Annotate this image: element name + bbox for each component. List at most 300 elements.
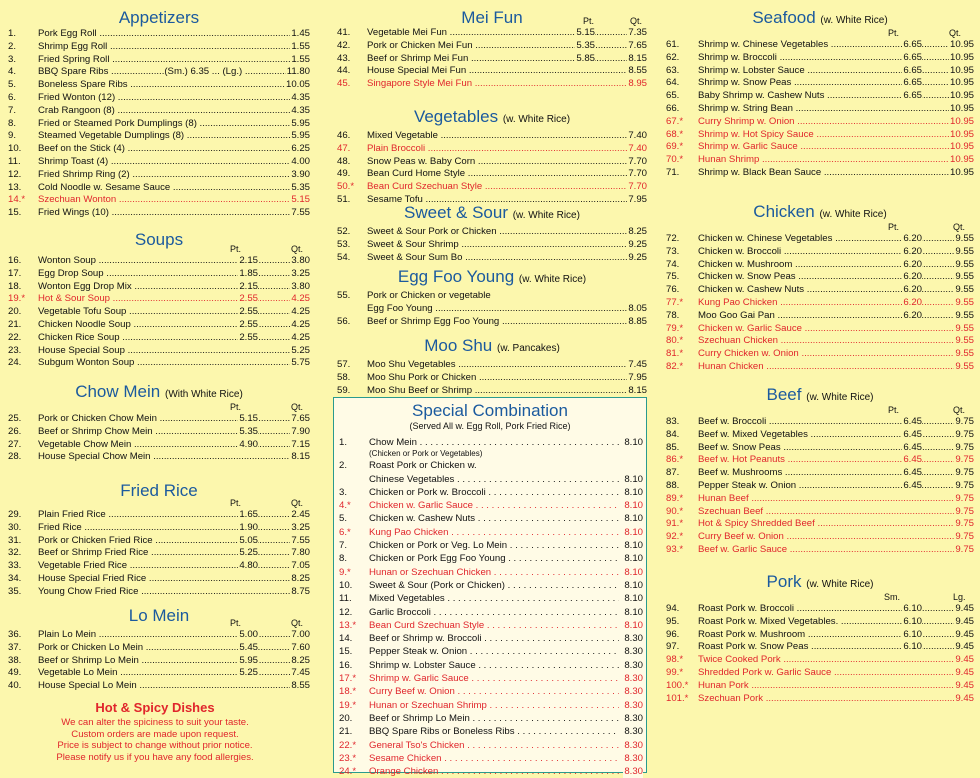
- item-name: Shrimp w. Black Bean Sauce .....: [698, 167, 972, 180]
- item-price: 7.70: [628, 181, 647, 193]
- item-price-large: 9.55: [955, 309, 974, 321]
- menu-item: [8, 586, 310, 599]
- item-number: 8.: [339, 553, 348, 565]
- item-number: 19.*: [339, 699, 357, 711]
- item-name: Shrimp w. Garlic Sauce .....: [698, 141, 972, 154]
- combo-item: [334, 739, 646, 752]
- item-number: 12.: [339, 606, 353, 618]
- item-name: Roast Pork w. Mixed Vegetables. .....: [698, 616, 972, 629]
- item-price-small: 6.45: [903, 467, 922, 479]
- menu-item: [8, 655, 310, 668]
- item-number: 42.: [337, 39, 351, 51]
- pt-label: Pt.: [888, 28, 900, 38]
- qt-label: Qt.: [630, 16, 643, 26]
- menu-item: [666, 641, 974, 654]
- item-name: Beef or Shrimp Chow Mein .....: [38, 426, 308, 439]
- item-number: 91.*: [666, 518, 684, 530]
- menu-item: [666, 429, 974, 442]
- item-number: 25.: [8, 413, 22, 424]
- item-price: 5.95: [291, 117, 310, 129]
- combo-item: [334, 473, 646, 486]
- item-number: 83.: [666, 416, 680, 427]
- egg-foo-young-section: [337, 267, 647, 328]
- item-price-small: 2.15: [239, 255, 258, 266]
- item-price-small: 6.45: [903, 479, 922, 491]
- item-price-large: 8.75: [291, 585, 310, 597]
- item-number: 92.*: [666, 531, 684, 543]
- item-price-small: 6.45: [903, 441, 922, 453]
- menu-item: [8, 54, 310, 67]
- item-name: Vegetable Lo Mein .....: [38, 667, 308, 680]
- item-price-large: 9.75: [955, 518, 974, 530]
- item-price: 4.35: [291, 91, 310, 103]
- item-name: Bean Curd Szechuan Style . . .: [369, 619, 619, 632]
- menu-item: [8, 281, 310, 294]
- menu-item: [8, 439, 310, 452]
- item-name: Chicken w. Chinese Vegetables .....: [698, 233, 972, 246]
- item-name: Pork or Chicken Lo Mein .....: [38, 642, 308, 655]
- menu-item: [8, 66, 310, 79]
- menu-item: [8, 182, 310, 195]
- item-price-large: 3.80: [291, 255, 310, 266]
- item-price: 8.10: [624, 526, 643, 538]
- item-name: Sesame Chicken . . .: [369, 752, 619, 765]
- item-number: 44.: [337, 65, 351, 77]
- menu-item: [666, 335, 974, 348]
- item-name: Subgum Wonton Soup .....: [38, 357, 308, 370]
- item-name: Snow Peas w. Baby Corn .....: [367, 156, 645, 169]
- item-number: 79.*: [666, 322, 684, 334]
- item-name: Roast Pork w. Snow Peas .....: [698, 641, 972, 654]
- item-number: 18.: [8, 280, 22, 292]
- menu-item: [666, 103, 974, 116]
- item-number: 98.*: [666, 654, 684, 666]
- item-price-small: 4.90: [239, 438, 258, 450]
- menu-item: [8, 92, 310, 105]
- item-price-small: 1.65: [239, 509, 258, 520]
- item-price-large: 8.55: [628, 65, 647, 77]
- item-name: Bean Curd Szechuan Style .....: [367, 181, 645, 194]
- qt-label: Qt.: [949, 28, 962, 38]
- combo-item: [334, 512, 646, 525]
- item-name: Hunan Chicken .....: [698, 361, 972, 374]
- menu-item: [337, 239, 647, 252]
- item-number: 8.: [8, 117, 17, 129]
- item-name: Moo Shu Pork or Chicken .....: [367, 372, 645, 385]
- combo-item: [334, 579, 646, 592]
- qt-label: Qt.: [291, 618, 304, 628]
- item-name: Fried or Steamed Pork Dumplings (8) .....: [38, 118, 308, 131]
- item-price-large: 4.25: [291, 331, 310, 343]
- item-name: Shrimp w. Snow Peas .....: [698, 77, 972, 90]
- item-name: Chicken w. Snow Peas .....: [698, 271, 972, 284]
- item-number: 24.: [8, 357, 22, 369]
- menu-item: [8, 194, 310, 207]
- item-name: Chicken or Pork Egg Foo Young . . .: [369, 552, 619, 565]
- section-title: Mei Fun: [461, 8, 523, 27]
- item-name: Shrimp w. Hot Spicy Sauce .....: [698, 129, 972, 142]
- item-price: 11.80: [286, 66, 310, 78]
- price-header: [8, 402, 310, 413]
- item-name: Shrimp w. Broccoli .....: [698, 52, 972, 65]
- item-number: 29.: [8, 509, 22, 520]
- item-price-small: 6.65: [903, 39, 922, 50]
- item-name: Beef w. Mixed Vegetables .....: [698, 429, 972, 442]
- item-price: 8.10: [624, 553, 643, 565]
- item-number: 15.: [339, 646, 353, 658]
- item-price: 8.10: [624, 473, 643, 485]
- price-header: [8, 244, 310, 255]
- menu-item: [337, 226, 647, 239]
- menu-item: [337, 168, 647, 181]
- item-number: 66.: [666, 102, 680, 114]
- item-number: 15.: [8, 207, 22, 219]
- item-price-small: 6.20: [903, 233, 922, 244]
- menu-item: [337, 78, 647, 91]
- qt-label: Qt.: [291, 498, 304, 508]
- item-number: 86.*: [666, 454, 684, 466]
- menu-item: [8, 306, 310, 319]
- item-name: Sweet & Sour Shrimp .....: [367, 239, 645, 252]
- item-number: 100.*: [666, 679, 689, 691]
- combo-item: [334, 619, 646, 632]
- sweet-sour-section: [337, 203, 647, 264]
- item-price-small: 6.20: [903, 258, 922, 270]
- item-name: Orange Chicken . . .: [369, 765, 619, 778]
- item-number: 47.: [337, 142, 351, 154]
- item-number: 1.: [339, 437, 348, 448]
- price-header: [337, 16, 647, 27]
- item-number: 95.: [666, 615, 680, 627]
- combo-item: [334, 486, 646, 499]
- menu-item: [666, 544, 974, 557]
- item-name: Chicken w. Broccoli .....: [698, 246, 972, 259]
- item-price: 10.05: [285, 79, 310, 91]
- item-price-large: 10.95: [949, 77, 974, 89]
- item-price-large: 9.75: [955, 428, 974, 440]
- menu-item: [666, 416, 974, 429]
- item-name: Beef or Shrimp Lo Mein .....: [38, 655, 308, 668]
- item-name: Sweet & Sour Pork or Chicken .....: [367, 226, 645, 239]
- item-price-small: 6.20: [903, 284, 922, 296]
- item-name: Hot & Spicy Shredded Beef .....: [698, 518, 972, 531]
- item-price: 8.10: [624, 606, 643, 618]
- item-name: Curry Beef w. Onion .....: [698, 531, 972, 544]
- menu-item: [337, 53, 647, 66]
- fried-rice-section: [8, 481, 310, 599]
- item-name: Pork or Chicken Fried Rice .....: [38, 535, 308, 548]
- item-name: Beef or Shrimp Mei Fun .....: [367, 53, 645, 66]
- item-name: Hunan or Szechuan Chicken . . .: [369, 566, 619, 579]
- item-number: 23.*: [339, 752, 357, 764]
- soups-section: [8, 230, 310, 370]
- item-price: 8.10: [624, 579, 643, 591]
- item-number: 81.*: [666, 348, 684, 360]
- item-price-large: 9.75: [955, 492, 974, 504]
- item-number: 18.*: [339, 686, 357, 698]
- item-number: 71.: [666, 166, 680, 178]
- item-price-small: 6.10: [903, 603, 922, 614]
- item-price: 8.30: [624, 699, 643, 711]
- item-name: Sesame Tofu .....: [367, 194, 645, 207]
- item-price: 5.35: [291, 181, 310, 193]
- combo-item: [334, 526, 646, 539]
- combo-item: [334, 765, 646, 778]
- item-price-small: 2.55: [239, 318, 258, 330]
- item-number: 23.: [8, 344, 22, 356]
- item-price-large: 10.95: [949, 115, 974, 127]
- menu-item: [337, 130, 647, 143]
- menu-item: [8, 642, 310, 655]
- item-name: Singapore Style Mei Fun .....: [367, 78, 645, 91]
- pt-label: Pt.: [230, 244, 242, 254]
- menu-item: [666, 90, 974, 103]
- item-name: Chicken Noodle Soup .....: [38, 319, 308, 332]
- menu-item: [8, 680, 310, 693]
- item-name: Pork or Chicken Chow Mein .....: [38, 413, 308, 426]
- item-number: 7.: [8, 104, 17, 116]
- item-name: Roast Pork or Chicken w.: [369, 460, 477, 472]
- item-number: 2.: [339, 460, 348, 472]
- item-price-small: 6.10: [903, 628, 922, 640]
- section-title: Egg Foo Young (w. White Rice): [397, 267, 587, 286]
- item-number: 63.: [666, 64, 680, 76]
- item-price-large: 9.75: [955, 505, 974, 517]
- menu-item: [666, 603, 974, 616]
- pork-section: [666, 572, 974, 705]
- item-price-large: 9.75: [955, 467, 974, 479]
- item-price-large: 7.65: [628, 39, 647, 51]
- item-name: Kung Pao Chicken . . .: [369, 526, 619, 539]
- item-price: 8.10: [624, 593, 643, 605]
- item-name: General Tso's Chicken . . .: [369, 739, 619, 752]
- combo-item: [334, 499, 646, 512]
- item-price-small: 6.65: [903, 90, 922, 102]
- item-number: 50.*: [337, 181, 355, 193]
- item-price: 1.55: [291, 53, 310, 65]
- item-name: Shrimp Egg Roll .....: [38, 41, 308, 54]
- menu-item: [666, 680, 974, 693]
- item-name: Pork or Chicken or vegetable: [367, 290, 491, 301]
- item-number: 33.: [8, 560, 22, 572]
- item-name: Shrimp w. Garlic Sauce . . .: [369, 672, 619, 685]
- item-number: 16.: [8, 255, 22, 266]
- item-price: 3.90: [291, 168, 310, 180]
- item-number: 1.: [8, 28, 17, 39]
- item-price: 8.10: [624, 540, 643, 552]
- item-price-small: 6.20: [903, 271, 922, 283]
- item-name: Sweet & Sour Sum Bo .....: [367, 252, 645, 265]
- item-price-small: 6.20: [903, 245, 922, 257]
- item-price-small: 5.85: [576, 52, 595, 64]
- item-number: 7.: [339, 540, 348, 552]
- item-name: House Special Fried Rice .....: [38, 573, 308, 586]
- item-number: 35.: [8, 585, 22, 597]
- item-number: 22.: [8, 331, 22, 343]
- item-price: 8.30: [624, 752, 643, 764]
- item-number: 51.: [337, 193, 351, 205]
- item-number: 17.*: [339, 673, 357, 685]
- menu-item: [337, 27, 647, 40]
- pt-label: Pt.: [230, 498, 242, 508]
- item-price-small: 5.45: [239, 641, 258, 653]
- item-price-small: 6.20: [903, 296, 922, 308]
- price-header: [8, 498, 310, 509]
- item-name: Bean Curd Home Style .....: [367, 168, 645, 181]
- item-price-large: 4.25: [291, 293, 310, 305]
- chow-mein-section: [8, 382, 310, 464]
- item-number: 27.: [8, 438, 22, 450]
- item-price: 8.30: [624, 739, 643, 751]
- item-price: 7.55: [291, 207, 310, 219]
- item-price-large: 8.15: [291, 451, 310, 463]
- menu-item: [666, 480, 974, 493]
- item-price-large: 5.25: [291, 344, 310, 356]
- item-number: 9.: [8, 130, 17, 142]
- menu-item: [8, 560, 310, 573]
- special-combination-box: [333, 397, 647, 778]
- menu-item: [8, 573, 310, 586]
- combo-item: [334, 752, 646, 765]
- note-line: We can alter the spiciness to suit your taste.: [61, 717, 249, 728]
- section-title: Beef (w. White Rice): [766, 385, 874, 404]
- item-price-large: 9.45: [955, 603, 974, 614]
- section-title: Chicken (w. White Rice): [753, 202, 887, 221]
- item-price-small: 6.45: [903, 428, 922, 440]
- item-name: Wonton Soup .....: [38, 255, 308, 268]
- item-price-large: 3.25: [291, 267, 310, 279]
- item-price: 5.15: [291, 194, 310, 206]
- item-name: Baby Shrimp w. Cashew Nuts .....: [698, 90, 972, 103]
- qt-label: Qt.: [291, 244, 304, 254]
- item-name: Hot & Sour Soup .....: [38, 293, 308, 306]
- item-name: Hunan Beef .....: [698, 493, 972, 506]
- menu-item: [8, 535, 310, 548]
- menu-item: [666, 141, 974, 154]
- menu-item: [666, 323, 974, 336]
- item-price: 8.30: [624, 633, 643, 645]
- item-number: 82.*: [666, 360, 684, 372]
- combo-item: [334, 436, 646, 449]
- item-price-small: 6.45: [903, 454, 922, 466]
- menu-item: [666, 506, 974, 519]
- item-price: 8.30: [624, 686, 643, 698]
- item-name: Chicken w. Cashew Nuts . . .: [369, 512, 619, 525]
- item-number: 11.: [339, 593, 352, 605]
- item-price-small: 5.35: [576, 39, 595, 51]
- price-header: [666, 222, 974, 233]
- section-title: Vegetables (w. White Rice): [413, 107, 571, 126]
- menu-item: [666, 77, 974, 90]
- item-name: Boneless Spare Ribs .....: [38, 79, 308, 92]
- item-name: Steamed Vegetable Dumplings (8) .....: [38, 130, 308, 143]
- item-price: 4.35: [291, 104, 310, 116]
- lo-mein-section: [8, 606, 310, 693]
- item-number: 10.: [8, 143, 22, 155]
- menu-item: [8, 426, 310, 439]
- menu-item: [666, 616, 974, 629]
- menu-item: [8, 28, 310, 41]
- item-number: 90.*: [666, 505, 684, 517]
- item-number: 101.*: [666, 692, 689, 704]
- item-price-small: 5.05: [239, 534, 258, 546]
- item-price-large: 8.15: [628, 52, 647, 64]
- item-number: 43.: [337, 52, 351, 64]
- item-number: 21.: [8, 318, 22, 330]
- note-line: Price is subject to change without prior notice.: [57, 740, 253, 751]
- item-name: Moo Goo Gai Pan .....: [698, 310, 972, 323]
- menu-item: [666, 154, 974, 167]
- item-price-small: 5.25: [239, 547, 258, 559]
- menu-item: [666, 116, 974, 129]
- item-number: 48.: [337, 155, 351, 167]
- menu-item: [666, 467, 974, 480]
- item-price-large: 10.95: [949, 166, 974, 178]
- item-price-large: 9.55: [955, 258, 974, 270]
- item-name: Chicken w. Garlic Sauce .....: [698, 323, 972, 336]
- item-price-large: 9.55: [955, 271, 974, 283]
- item-name: Pepper Steak w. Onion .....: [698, 480, 972, 493]
- item-price-large: 7.65: [291, 413, 310, 424]
- item-price-large: 10.95: [949, 39, 974, 50]
- item-price: 7.95: [628, 371, 647, 383]
- item-price-large: 3.25: [291, 521, 310, 533]
- item-number: 80.*: [666, 335, 684, 347]
- item-name: BBQ Spare Ribs ....................(Sm.) 6.35 ... (Lg.) .....: [38, 66, 308, 79]
- item-price-small: 5.15: [239, 413, 258, 424]
- chicken-section: [666, 202, 974, 374]
- combo-item: [334, 539, 646, 552]
- combo-item: [334, 645, 646, 658]
- item-number: 20.: [8, 306, 22, 318]
- item-name: Beef or Shrimp w. Broccoli . . .: [369, 632, 619, 645]
- item-price-small: 1.90: [239, 521, 258, 533]
- item-price: 8.30: [624, 766, 643, 778]
- item-number: 30.: [8, 521, 22, 533]
- item-price-large: 8.55: [291, 680, 310, 692]
- item-price-small: 6.10: [903, 641, 922, 653]
- item-name: Beef w. Garlic Sauce .....: [698, 544, 972, 557]
- item-number: 5.: [8, 79, 17, 91]
- item-number: 3.: [339, 486, 348, 498]
- item-name: Chicken w. Mushroom .....: [698, 259, 972, 272]
- menu-item: [8, 293, 310, 306]
- combo-item: [334, 552, 646, 565]
- menu-item: [666, 693, 974, 706]
- item-name: Moo Shu Beef or Shrimp .....: [367, 385, 645, 398]
- item-name: Fried Wings (10) .....: [38, 207, 308, 220]
- price-header: [666, 592, 974, 603]
- combo-item: [334, 725, 646, 738]
- item-price-large: 9.75: [955, 531, 974, 543]
- menu-item: [337, 359, 647, 372]
- item-price-large: 7.35: [628, 27, 647, 38]
- menu-item: [8, 319, 310, 332]
- menu-item: [666, 531, 974, 544]
- item-name: Vegetable Mei Fun .....: [367, 27, 645, 40]
- item-name: Wonton Egg Drop Mix .....: [38, 281, 308, 294]
- item-number: 19.*: [8, 293, 26, 305]
- item-name: Chicken w. Garlic Sauce . . .: [369, 499, 619, 512]
- item-number: 20.: [339, 712, 353, 724]
- menu-item: [8, 332, 310, 345]
- item-number: 58.: [337, 371, 351, 383]
- item-name: Plain Fried Rice .....: [38, 509, 308, 522]
- menu-item: [8, 79, 310, 92]
- item-number: 32.: [8, 547, 22, 559]
- menu-item: [666, 310, 974, 323]
- section-title: Special Combination: [412, 401, 568, 420]
